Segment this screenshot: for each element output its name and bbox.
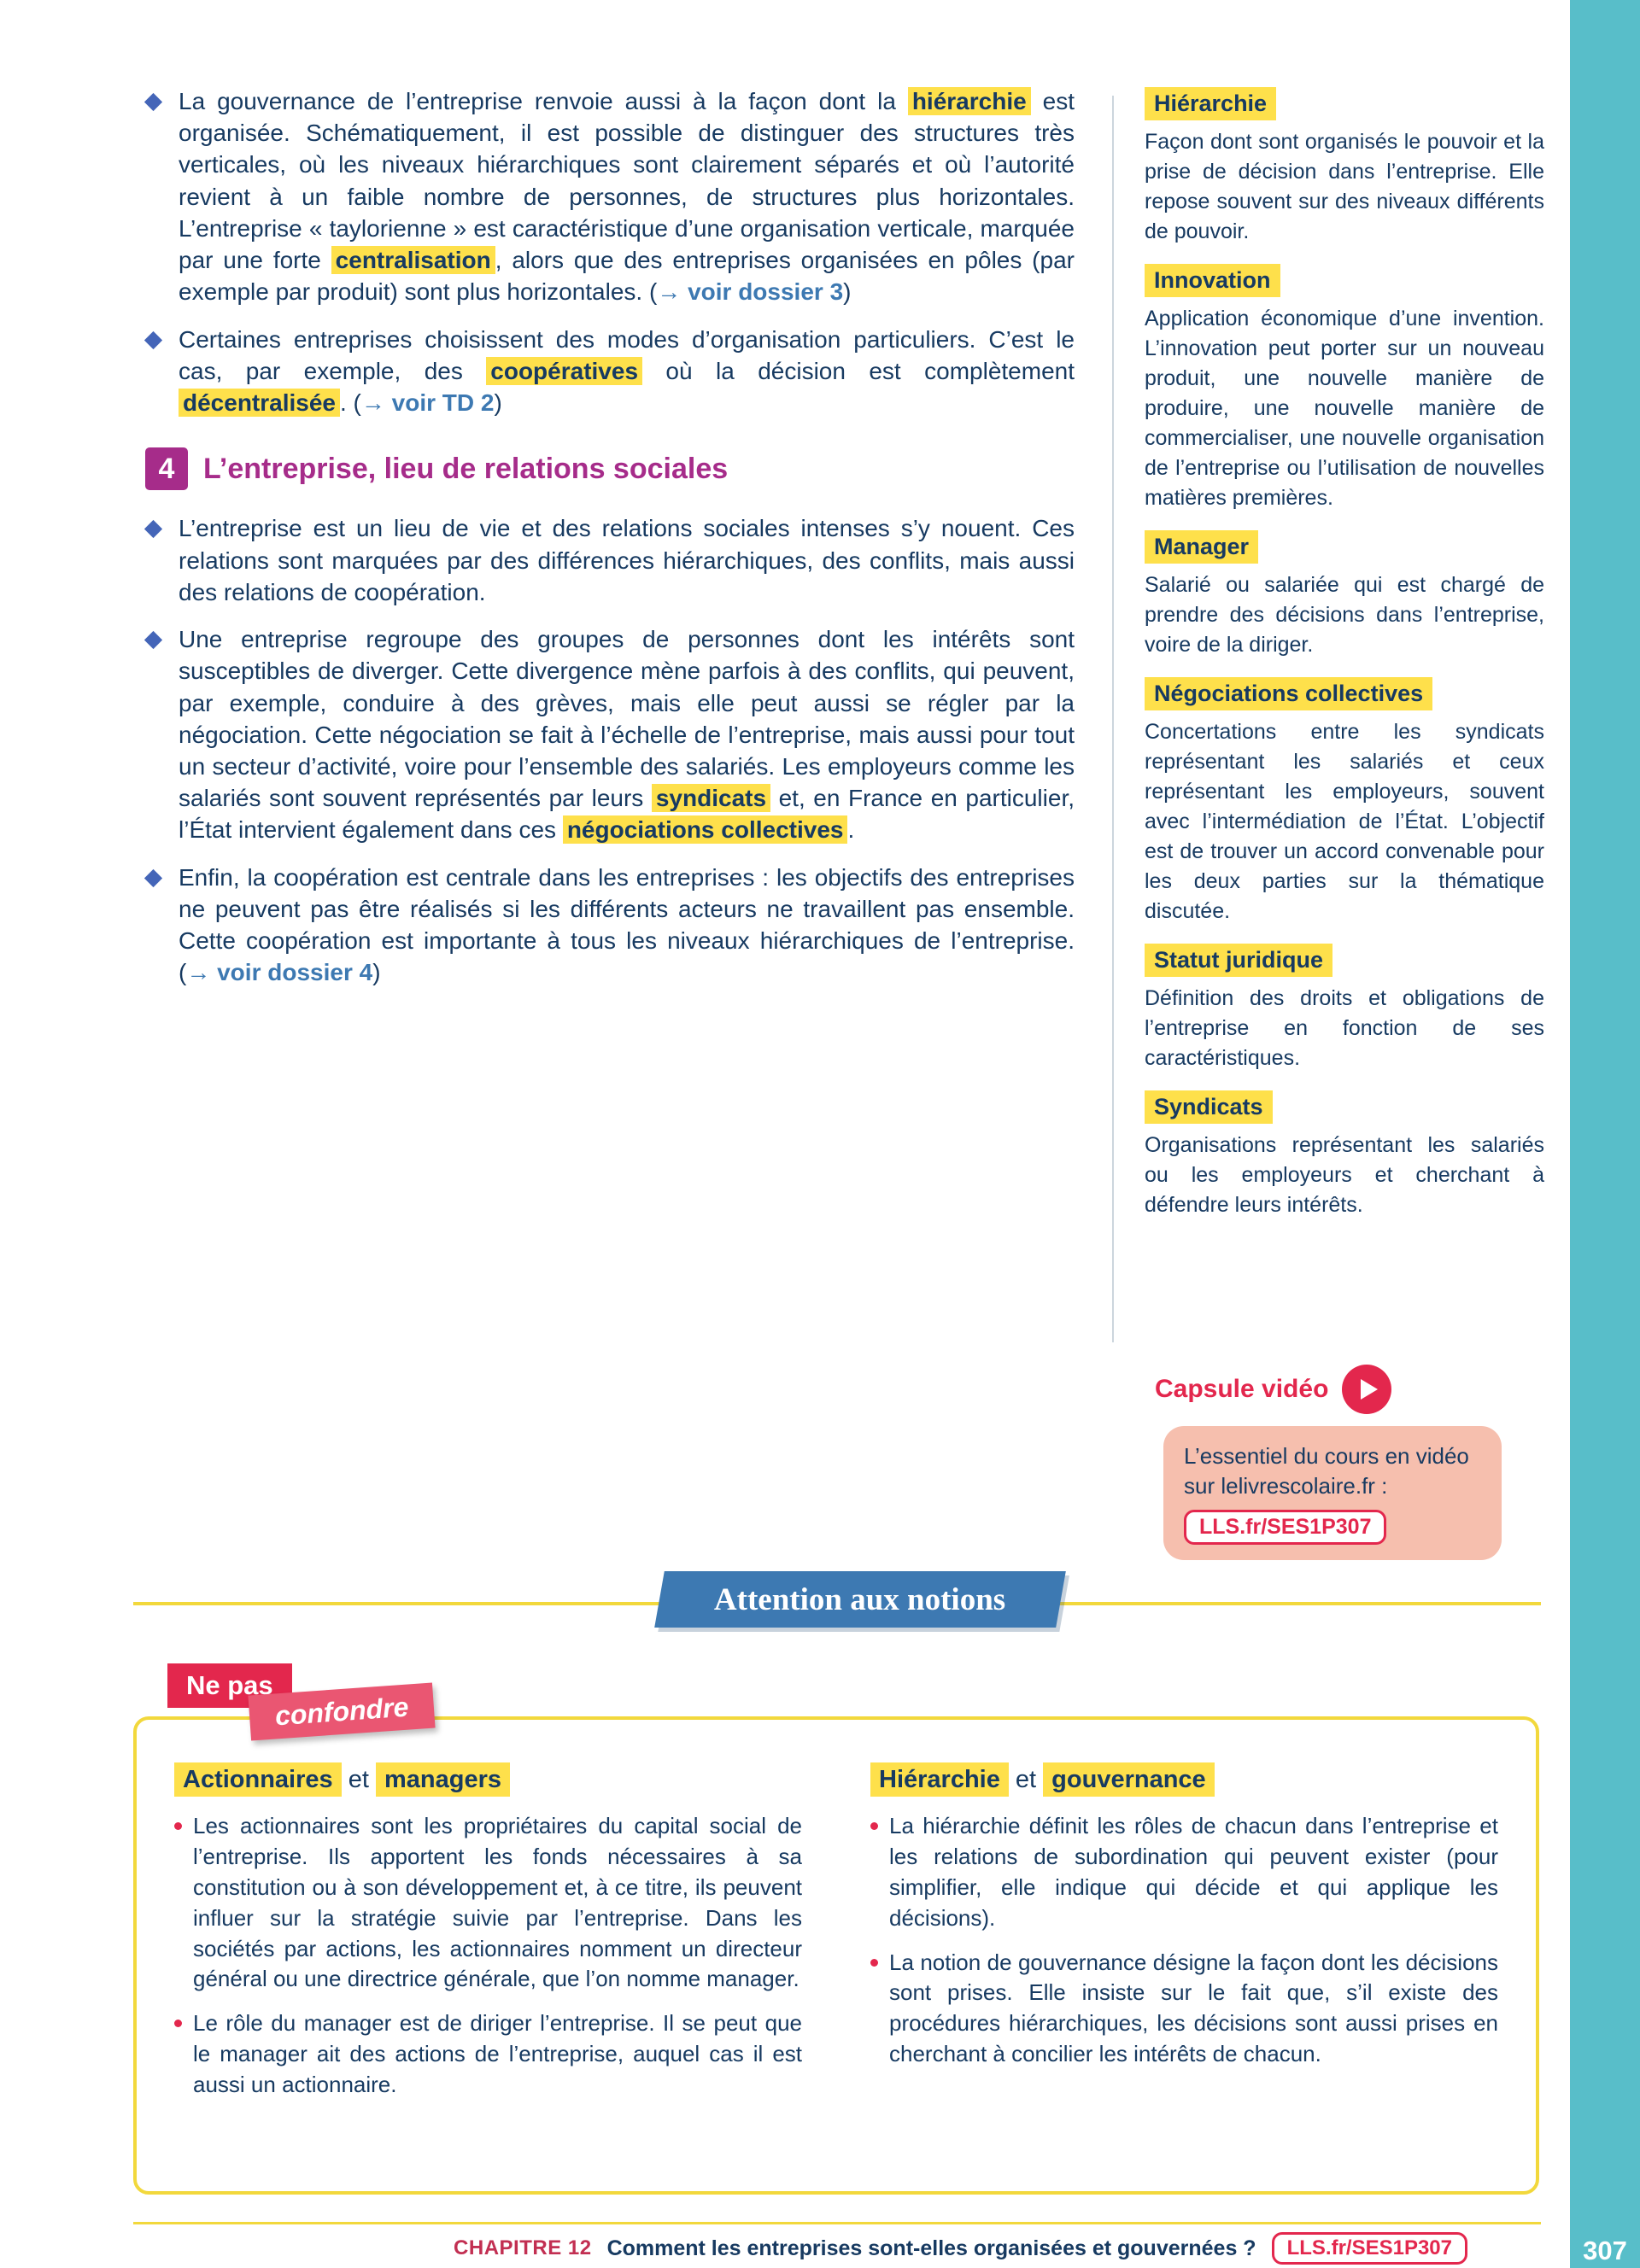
confondre-badge: confondre [248,1683,436,1741]
highlight-term: gouvernance [1043,1762,1215,1797]
paragraph-text [179,862,1075,989]
notions-column-header [174,1766,802,1794]
definition [1145,525,1544,660]
notions-banner-title: Attention aux notions [714,1581,1006,1617]
notions-bullet-text: Le rôle du manager est de diriger l’entreprise. Il se peut que le manager ait des actions de l’entreprise, auquel cas il est aussi un actionnaire. [193,2010,802,2097]
notions-bullet-text: La notion de gouvernance désigne la façon dont les décisions sont prises. Elle insiste sur le fait que, s’il existe des procédures hiérarchiques, les décisions sont aussi prises en cherchant à concilier les intérêts de chacun. [889,1949,1498,2067]
video-capsule [1151,1365,1544,1560]
bullet-dot-icon [174,1822,182,1830]
video-info-text: L’essentiel du cours en vidéo sur lelivrescolaire.fr : [1184,1443,1469,1499]
course-paragraph [145,85,1075,308]
notions-box [133,1716,1539,2195]
paragraph-text [179,623,1075,846]
play-icon [1361,1379,1378,1400]
highlight-term: coopératives [486,357,642,385]
notions-column-actionnaires-managers [174,1766,802,2171]
notions-bullet [870,1811,1498,1934]
course-paragraph [145,623,1075,846]
definition-term: Hiérarchie [1145,87,1276,120]
definition [1145,259,1544,513]
course-paragraph [145,512,1075,608]
definition [1145,938,1544,1073]
video-info-box [1163,1426,1502,1560]
cross-reference-link[interactable]: → voir dossier 3 [657,278,844,306]
nepas-badge: Ne pas [167,1663,292,1708]
play-button[interactable] [1342,1365,1391,1414]
notions-bullet [174,2008,802,2101]
video-capsule-label: Capsule vidéo [1155,1375,1329,1403]
text-segment: et [341,1766,376,1793]
highlight-term: managers [376,1762,510,1797]
chapter-title: Comment les entreprises sont-elles organisées et gouvernées ? [606,2236,1256,2260]
highlight-term: Hiérarchie [870,1762,1009,1797]
section-title: L’entreprise, lieu de relations sociales [203,452,729,485]
page-footer [0,2232,1570,2265]
bullet-dot-icon [870,1959,878,1967]
text-segment: L’entreprise est un lieu de vie et des relations sociales intenses s’y nouent. Ces relations sont marquées par des différences hiérarchiques, des conflits, mais aussi des relations de coopération. [179,515,1075,605]
text-segment: ) [843,278,852,306]
definition-text: Définition des droits et obligations de l’entreprise en fonction de ses caractéristiques. [1145,986,1544,1070]
notions-column-header [870,1766,1498,1794]
definition-text: Concertations entre les syndicats représentant les salariés et ceux représentant les employeurs, souvent avec l’intermédiation de l’État. L’objectif est de trouver un accord convenable pour les deux parties sur la thématique discutée. [1145,720,1544,923]
text-segment: , alors que des entreprises organisées en pôles (par exemple par produit) sont plus horizontales. ( [179,247,1075,306]
cross-reference-link[interactable]: → voir dossier 4 [186,959,373,986]
definition-term: Manager [1145,530,1258,564]
definition-text: Organisations représentant les salariés ou les employeurs et cherchant à défendre leurs intérêts. [1145,1133,1544,1217]
definition [1145,1085,1544,1220]
notions-bullet [870,1948,1498,2071]
highlight-term: négociations collectives [563,815,848,844]
notions-banner [654,1571,1066,1628]
notions-column-hierarchie-gouvernance [870,1766,1498,2171]
text-segment: Une entreprise regroupe des groupes de personnes dont les intérêts sont susceptibles de diverger. Cette divergence mène parfois à des conflits, qui peuvent, par exemple, conduire à des grèves, mais elle peut aussi se régler par la négociation. Cette négociation se fait à l’échelle de l’entreprise, mais aussi pour tout un secteur d’activité, voire pour l’ensemble des salariés. Les employeurs comme les salariés sont souvent représentés par leurs [179,626,1075,812]
highlight-term: syndicats [652,784,770,812]
column-divider [1112,96,1114,1342]
text-segment: . ( [340,389,361,417]
bullet-dot-icon [870,1822,878,1830]
diamond-bullet-icon [144,869,162,887]
text-segment: . [847,816,855,844]
diamond-bullet-icon [144,631,162,649]
notions-bullet-text: La hiérarchie définit les rôles de chacun dans l’entreprise et les relations de subordination qui peuvent exister (pour simplifier, elle indique qui décide et qui applique les décisions). [889,1813,1498,1931]
definition [1145,672,1544,926]
text-segment: est organisée. Schématiquement, il est possible de distinguer des structures très verticales, où les niveaux hiérarchiques sont clairement séparés et où l’autorité revient à un faible nombre de personnes, de structures plus horizontales. L’entreprise « taylorienne » est caractéristique d’une organisation verticale, marquée par une forte [179,88,1075,274]
paragraph-text [179,85,1075,308]
paragraph-text [179,324,1075,419]
definition [1145,82,1544,247]
definition-term: Négociations collectives [1145,677,1432,710]
section-number: 4 [145,447,188,490]
main-column [145,85,1075,1004]
section-heading [145,447,1075,490]
text-segment: où la décision est complètement [642,357,1075,384]
chapter-label: CHAPITRE 12 [454,2236,592,2259]
diamond-bullet-icon [144,520,162,538]
highlight-term: décentralisée [179,389,340,417]
course-paragraph [145,862,1075,989]
bullet-dot-icon [174,2020,182,2027]
definition-term: Syndicats [1145,1090,1273,1124]
text-segment: Certaines entreprises choisissent des modes d’organisation particuliers. C’est le cas, par exemple, des [179,325,1075,384]
highlight-term: hiérarchie [908,87,1031,115]
page-edge-strip [1570,0,1640,2268]
text-segment: et, en France en particulier, l’État intervient également dans ces [179,785,1075,844]
definition-text: Façon dont sont organisés le pouvoir et la prise de décision dans l’entreprise. Elle repose souvent sur des niveaux différents de pouvoir. [1145,130,1544,243]
notions-bullet [174,1811,802,1995]
definition-text: Salarié ou salariée qui est chargé de prendre des décisions dans l’entreprise, voire de la diriger. [1145,573,1544,657]
text-segment: ) [372,959,381,986]
text-segment: La gouvernance de l’entreprise renvoie aussi à la façon dont la [179,88,908,114]
paragraph-text [179,512,1075,608]
diamond-bullet-icon [144,93,162,111]
highlight-term: centralisation [331,246,495,274]
definition-term: Innovation [1145,264,1280,297]
text-segment: et [1008,1766,1044,1793]
definitions-sidebar [1145,82,1544,1232]
text-segment: ) [494,389,502,417]
page-number: 307 [1583,2236,1627,2265]
footer-separator-line [133,2222,1541,2224]
course-paragraph [145,324,1075,419]
notions-bullet-text: Les actionnaires sont les propriétaires du capital social de l’entreprise. Ils apportent les fonds nécessaires à sa constitution ou à son développement et, à ce titre, ils peuvent influer sur la stratégie suivie par l’entreprise. Dans les sociétés par actions, les actionnaires nomment un directeur général ou une directrice générale, que l’on nomme manager. [193,1813,802,1992]
text-segment: Enfin, la coopération est centrale dans les entreprises : les objectifs des entreprises ne peuvent pas être réalisés si les différents acteurs ne travaillent pas ensemble. Cette coopération est importante à tous les niveaux hiérarchiques de l’entreprise. ( [179,863,1075,986]
video-capsule-header [1155,1365,1544,1414]
definition-text: Application économique d’une invention. L’innovation peut porter sur un nouveau produit, une nouvelle manière de produire, une nouvelle manière de commercialiser, une nouvelle organisation de l’entreprise ou l’utilisation de nouvelles matières premières. [1145,307,1544,510]
definition-term: Statut juridique [1145,944,1332,977]
video-link-code[interactable]: LLS.fr/SES1P307 [1184,1510,1386,1545]
highlight-term: Actionnaires [174,1762,342,1797]
cross-reference-link[interactable]: → voir TD 2 [360,389,495,417]
diamond-bullet-icon [144,331,162,349]
chapter-link-code[interactable]: LLS.fr/SES1P307 [1272,2232,1467,2265]
